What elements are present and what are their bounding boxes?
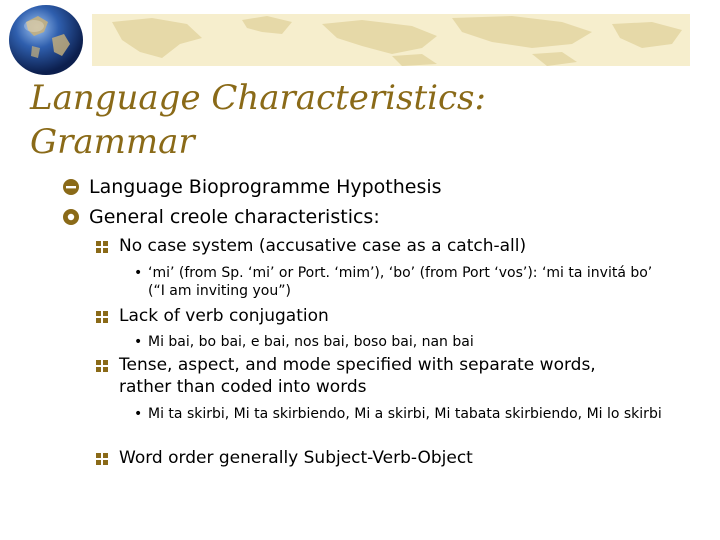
bullet-text: General creole characteristics: (89, 206, 380, 228)
sub-bullet-item (96, 305, 656, 327)
sub-bullet-item (96, 235, 656, 257)
example-text: Mi bai, bo bai, e bai, nos bai, boso bai, nan bai (148, 334, 474, 350)
example-item (134, 264, 654, 300)
bullet-item (62, 174, 442, 200)
example-item (134, 405, 674, 423)
sub-bullet-item (96, 447, 656, 469)
sub-bullet-item (96, 354, 636, 398)
square-bullet-icon (96, 453, 108, 465)
bullet-text: Language Bioprogramme Hypothesis (89, 176, 442, 198)
slide-title (30, 76, 486, 164)
sub-bullet-text: Word order generally Subject-Verb-Object (119, 448, 473, 468)
sub-bullet-text: Tense, aspect, and mode specified with separate words, rather than coded into words (119, 355, 596, 397)
world-map-banner (92, 14, 690, 66)
circle-bullet-icon (62, 178, 80, 196)
example-item (134, 333, 654, 351)
dot-bullet-icon: • (134, 265, 143, 281)
square-bullet-icon (96, 360, 108, 372)
sub-bullet-text: Lack of verb conjugation (119, 306, 329, 326)
title-line-1: Language Characteristics: (30, 78, 486, 118)
bullet-item (62, 204, 380, 230)
title-line-2: Grammar (30, 122, 195, 162)
circle-bullet-icon (62, 208, 80, 226)
square-bullet-icon (96, 311, 108, 323)
example-text: Mi ta skirbi, Mi ta skirbiendo, Mi a skirbi, Mi tabata skirbiendo, Mi lo skirbi (148, 406, 662, 422)
dot-bullet-icon: • (134, 406, 143, 422)
square-bullet-icon (96, 241, 108, 253)
sub-bullet-text: No case system (accusative case as a catch-all) (119, 236, 527, 256)
example-text: ‘mi’ (from Sp. ‘mi’ or Port. ‘mim’), ‘bo’ (from Port ‘vos’): ‘mi ta invitá bo’ (“I am inviting you”) (148, 265, 653, 299)
globe-icon (4, 2, 86, 78)
dot-bullet-icon: • (134, 334, 143, 350)
world-map-graphic (92, 14, 690, 66)
